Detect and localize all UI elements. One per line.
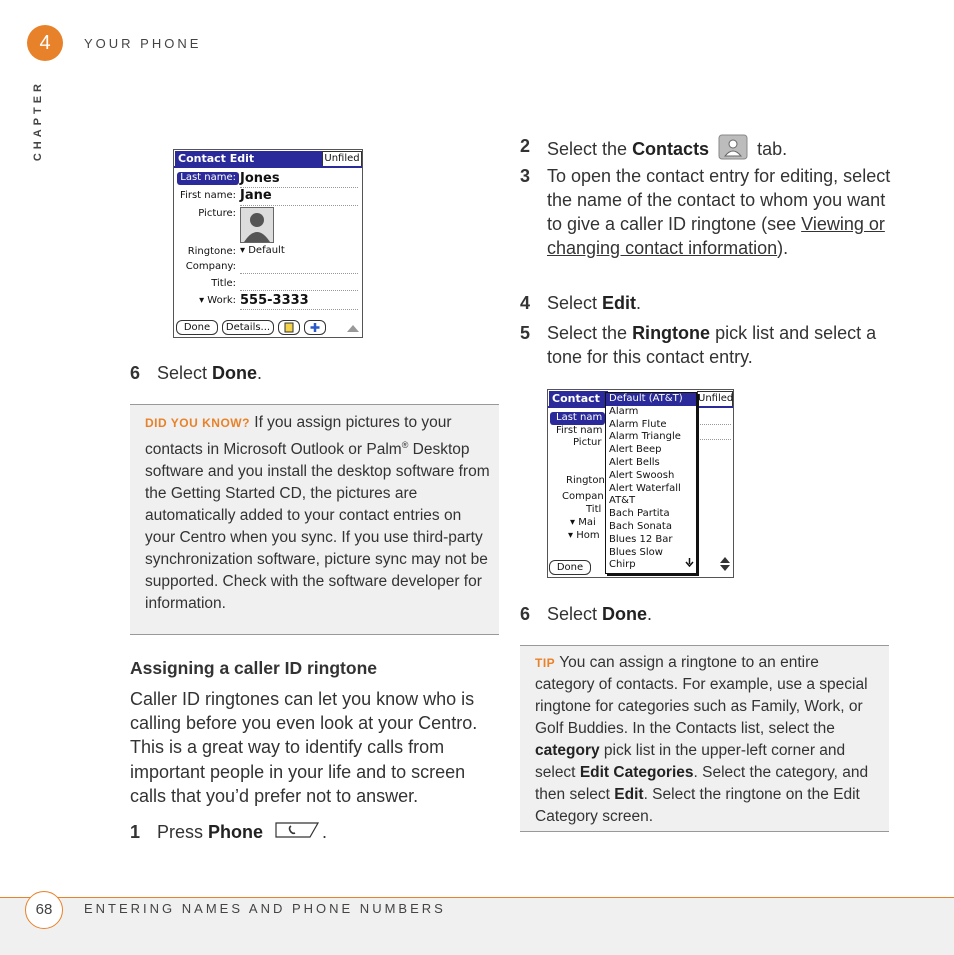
step-number: 6 [130,363,141,383]
tip-text [535,652,881,828]
bg-label: Rington [566,475,605,486]
step-bold: Done [602,604,648,624]
step-post: . [257,363,263,383]
ringtone-list-screenshot [547,389,734,578]
step-bold: Edit [602,293,637,313]
step-text [547,164,892,260]
phone-key-icon [274,821,320,845]
step-pre: Select [547,293,603,313]
field-value[interactable] [240,260,358,274]
tip-label: TIP [535,656,556,670]
did-you-know-text2: Desktop software and you install the desktop software from the Getting Started CD, the pictures are automatically added to your contact entries on your Centro when you sync. If you use third-party synchronization software, picture sync may not be supported. Check with the software developer for information. [145,441,490,613]
bg-label: First nam [556,425,603,436]
field-label: Last name: [180,172,236,183]
picklist-item[interactable]: Alert Waterfall [609,482,681,494]
ringtone-value: Default [248,245,285,256]
ringtone-picker[interactable] [240,245,358,258]
step-pre: To open the contact entry for editing, select the name of the contact to whom you want to give a caller ID ringtone (see [547,166,891,234]
picklist-item[interactable]: Alarm [609,405,639,417]
did-you-know-label: DID YOU KNOW? [145,416,250,430]
step-bold: Phone [208,822,264,842]
intro-paragraph: Caller ID ringtones can let you know who is calling before you even look at your Centro. This is a great way to identify calls from important people in your life and to screen calls that you’d prefer not to answer. [130,689,478,806]
step-pre: Select [157,363,213,383]
step-number: 1 [130,822,141,842]
picklist-item[interactable]: Alert Bells [609,456,660,468]
bg-label: Last nam [556,412,603,423]
add-field-button[interactable] [304,320,326,335]
chapter-label: CHAPTER [32,80,44,162]
registered-mark: ® [401,440,409,450]
step-select-contacts [520,134,900,162]
step-number: 5 [520,323,531,343]
step-bold: Done [212,363,258,383]
picklist-item[interactable]: Alert Beep [609,444,662,456]
chapter-title: YOUR PHONE [84,36,202,51]
tip-bold: Edit Categories [579,764,694,781]
palm-category: Unfiled [697,391,733,407]
step-post: ). [777,238,789,258]
picklist-item[interactable]: Blues Slow [609,546,663,558]
step-pre: Press [157,822,209,842]
step-post: tab. [757,138,788,159]
step-pre: Select the [547,138,633,159]
picklist-item[interactable]: Alarm Triangle [609,431,681,443]
step-bold: Ringtone [632,323,711,343]
bg-label-mail: ▾ Mai [570,517,596,528]
picklist-selected-item[interactable]: Default (AT&T) [606,393,696,406]
field-label: Picture: [198,208,236,219]
ringtone-picklist[interactable] [605,392,697,574]
page-number: 68 [25,891,63,929]
done-button[interactable]: Done [549,560,591,575]
chapter-number-badge: 4 [27,25,63,61]
did-you-know-text [145,412,491,615]
tip-text-part: pick list in the upper-left corner and select [535,742,846,781]
bg-label: Hom [576,530,600,541]
picklist-item[interactable]: Chirp [609,559,636,571]
step-open-contact [520,164,900,284]
step-pre: Select the [547,323,633,343]
step-select-ringtone [520,321,900,371]
did-you-know-box [130,404,499,635]
tip-bold: category [535,742,600,759]
bg-label: Compan [562,491,604,502]
bg-label-home: ▾ Hom [568,530,600,541]
picklist-item[interactable]: Bach Sonata [609,520,672,532]
step-text [547,321,892,369]
tip-text-part: . Select the category, and then select [535,764,869,803]
contacts-tab-icon [718,134,748,166]
bg-label: Pictur [573,437,602,448]
details-button[interactable]: Details... [222,320,274,335]
picklist-item[interactable]: Alarm Flute [609,418,667,430]
step-text [157,361,262,385]
step-post: pick list and select a tone for this contact entry. [547,323,877,367]
field-label [176,295,236,306]
work-label: Work: [207,295,236,306]
step-post: . [636,293,642,313]
viewing-contact-link[interactable]: Viewing or changing contact information [547,214,885,258]
picklist-scroll-down-icon[interactable] [685,552,694,571]
field-label: Company: [185,261,236,272]
contact-picture-icon[interactable] [240,207,274,243]
bg-label: Mai [578,517,596,528]
done-button[interactable]: Done [176,320,218,335]
palm-title: Contact [549,391,608,406]
step-bold: Contacts [632,138,710,159]
section-heading: Assigning a caller ID ringtone [130,658,377,678]
contact-edit-screenshot [173,149,363,338]
dropdown-arrow-icon: ▾ [240,245,246,256]
picklist-item[interactable]: Blues 12 Bar [609,533,673,545]
step-number: 6 [520,604,531,624]
tip-box [520,645,889,832]
step-select-edit [520,291,900,315]
tip-bold: Edit [614,786,644,803]
step-number: 4 [520,293,531,313]
scroll-arrows-icon[interactable] [719,555,731,577]
field-label: Title: [211,278,236,289]
step-press-phone [130,820,490,844]
field-value[interactable] [240,277,358,291]
picklist-item[interactable]: AT&T [609,495,636,507]
step-post: . [647,604,653,624]
field-value[interactable]: 555-3333 [240,293,358,310]
step-text [547,134,787,166]
note-button[interactable] [278,320,300,335]
field-value[interactable]: Jane [240,188,358,206]
tip-text-part: You can assign a ringtone to an entire category of contacts. For example, use a special ringtone for categories such as Family, Work, or Golf Buddies. In the Contacts list, select the [535,654,868,737]
bg-label: Titl [586,504,602,515]
footer-section-title: ENTERING NAMES AND PHONE NUMBERS [84,901,446,916]
step-text [157,820,327,845]
field-label: Ringtone: [187,246,236,257]
step-post: . [322,822,328,842]
step-number: 2 [520,136,531,156]
did-you-know-text1: If you assign pictures to your contacts in Microsoft Outlook or Palm [145,414,452,459]
step-number: 3 [520,166,531,186]
step-select-done [520,602,900,626]
field-value[interactable]: Jones [240,171,358,188]
step-text [547,291,641,315]
scroll-up-icon[interactable] [346,318,360,337]
field-label: First name: [180,190,236,201]
dropdown-arrow-icon: ▾ [199,295,205,306]
step-pre: Select [547,604,603,624]
picklist-item[interactable]: Bach Partita [609,508,670,520]
tip-text-part: . Select the ringtone on the Edit Category screen. [535,786,860,825]
step-select-done [130,361,490,385]
palm-title: Contact Edit [175,151,322,166]
picklist-item[interactable]: Alert Swoosh [609,469,675,481]
step-text [547,602,652,626]
palm-category: Unfiled [322,151,362,167]
